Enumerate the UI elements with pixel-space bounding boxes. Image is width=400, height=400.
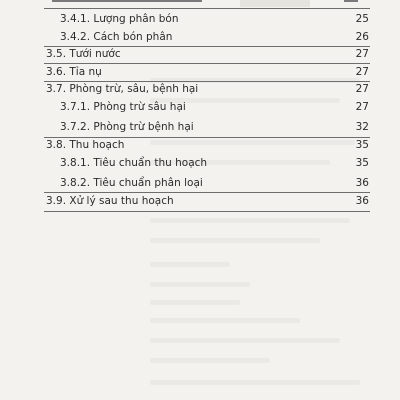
toc-entry-page: 26 bbox=[355, 31, 369, 43]
toc-entry[interactable] bbox=[0, 174, 400, 192]
toc-entry-page: 27 bbox=[355, 101, 369, 113]
toc-entry[interactable] bbox=[0, 45, 400, 63]
toc-entry-page: 32 bbox=[355, 121, 369, 133]
toc-entry-label: 3.6. Tỉa nụ bbox=[46, 66, 102, 78]
toc-entry-page: 36 bbox=[355, 177, 369, 189]
toc-entry-label: 3.9. Xử lý sau thu hoạch bbox=[46, 195, 174, 207]
toc-entry-label: 3.7. Phòng trừ, sâu, bệnh hại bbox=[46, 83, 199, 95]
toc-entry-page: 27 bbox=[355, 66, 369, 78]
toc-entry-page: 27 bbox=[355, 83, 369, 95]
entry-divider bbox=[44, 211, 370, 212]
toc-entry[interactable] bbox=[0, 28, 400, 46]
toc-entry-label: 3.4.1. Lượng phân bón bbox=[60, 13, 179, 25]
toc-entry[interactable] bbox=[0, 136, 400, 154]
toc-entry-label: 3.5. Tưới nước bbox=[46, 48, 121, 60]
toc-entry[interactable] bbox=[0, 192, 400, 210]
toc-entry-label: 3.7.2. Phòng trừ bệnh hại bbox=[60, 121, 194, 133]
toc-entry-label: 3.8. Thu hoạch bbox=[46, 139, 125, 151]
toc-entry[interactable] bbox=[0, 10, 400, 28]
toc-entry-page: 36 bbox=[355, 195, 369, 207]
toc-entry[interactable] bbox=[0, 80, 400, 98]
toc-entry-label: 3.8.2. Tiêu chuẩn phân loại bbox=[60, 177, 203, 189]
toc-entry-page: 35 bbox=[355, 157, 369, 169]
toc-entry-label: 3.8.1. Tiêu chuẩn thu hoạch bbox=[60, 157, 208, 169]
toc-entry-label: 3.7.1. Phòng trừ sâu hại bbox=[60, 101, 186, 113]
toc-entry-page: 27 bbox=[355, 48, 369, 60]
toc-entry[interactable] bbox=[0, 118, 400, 136]
toc-entry-label: 3.4.2. Cách bón phân bbox=[60, 31, 173, 43]
toc-entry[interactable] bbox=[0, 154, 400, 172]
toc-entry[interactable] bbox=[0, 98, 400, 116]
toc-entry-page: 25 bbox=[355, 13, 369, 25]
toc-entry[interactable] bbox=[0, 63, 400, 81]
toc-entry-page: 35 bbox=[355, 139, 369, 151]
